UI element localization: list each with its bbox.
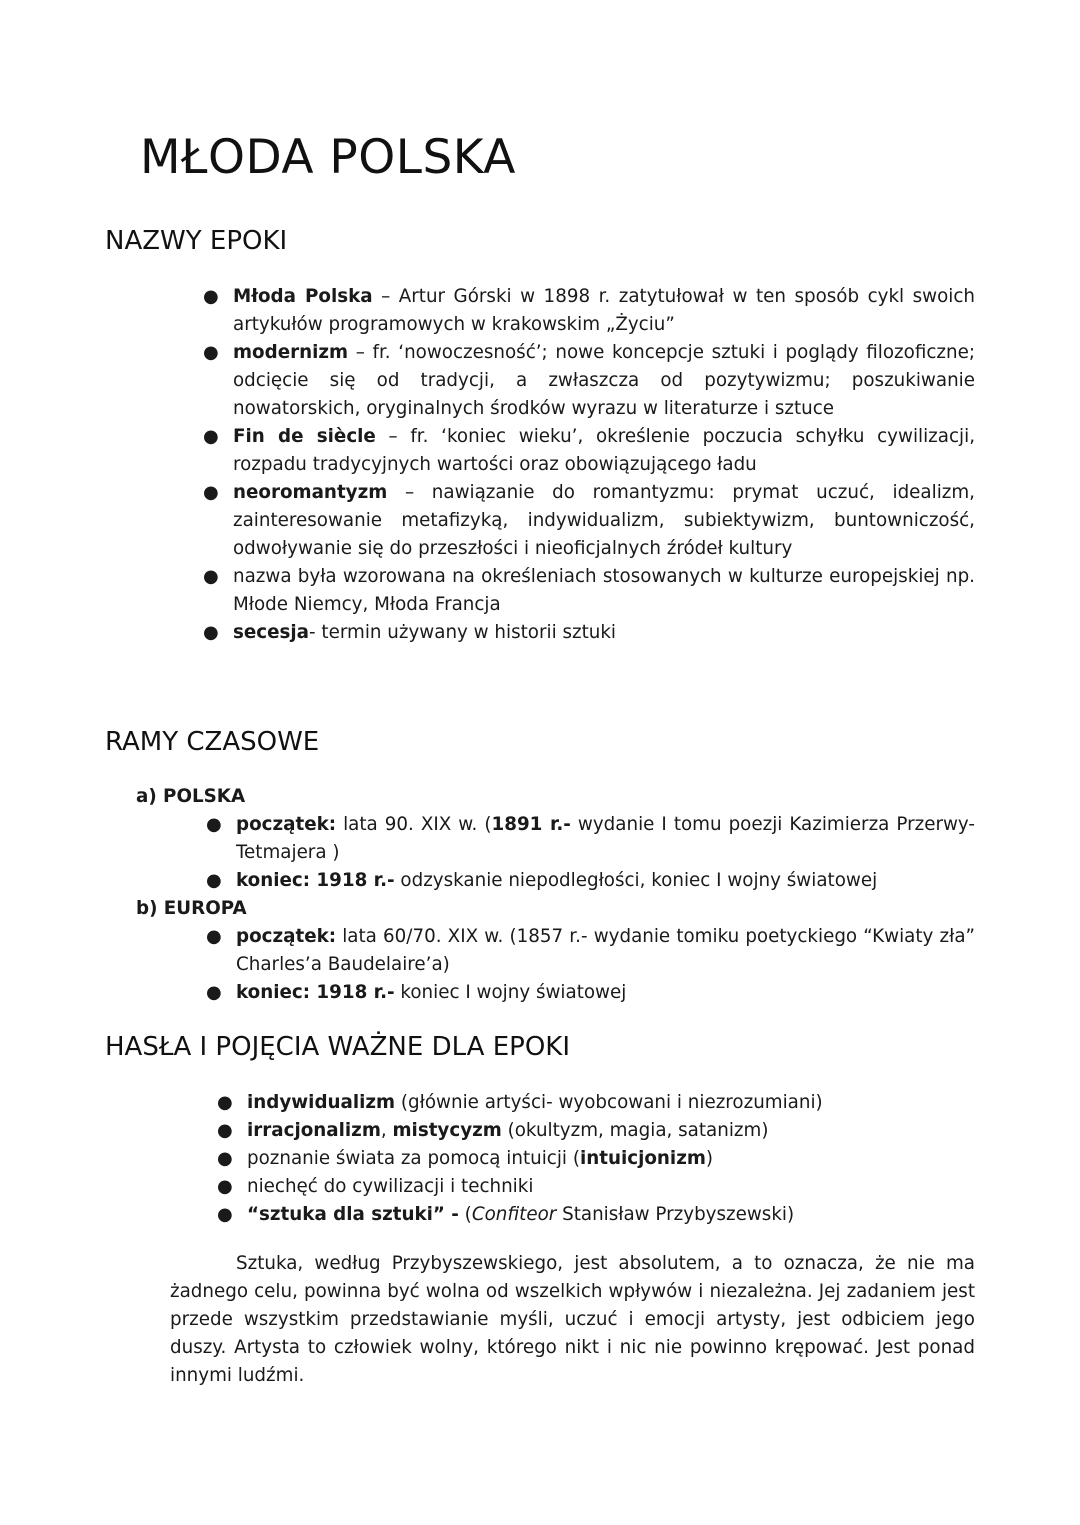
bullet-icon: ●	[206, 926, 222, 947]
bullet-icon: ●	[203, 286, 219, 307]
definition: – Artur Górski w 1898 r. zatytułował w ten sposób cykl swoich artykułów programowych w krakowskim „Życiu”	[233, 286, 975, 335]
bullet-icon: ●	[203, 622, 219, 643]
definition: poznanie świata za pomocą intuicji (	[247, 1148, 580, 1169]
bullet-icon: ●	[217, 1120, 233, 1141]
list-item	[217, 1145, 975, 1173]
list-europa	[206, 923, 975, 1007]
subheading-polska: a) POLSKA	[136, 786, 246, 807]
bullet-icon: ●	[206, 814, 222, 835]
list-item	[206, 867, 975, 895]
bullet-icon: ●	[206, 982, 222, 1003]
definition: (okultyzm, magia, satanizm)	[501, 1120, 769, 1141]
term: intuicjonizm	[579, 1148, 706, 1169]
list-item	[206, 923, 975, 979]
bullet-icon: ●	[203, 426, 219, 447]
list-item	[217, 1117, 975, 1145]
definition: – nawiązanie do romantyzmu: prymat uczuć, idealizm, zainteresowanie metafizyką, indywidualizm, subiektywizm, buntowniczość, odwoływanie się do przeszłości i nieoficjalnych źródeł kultury	[233, 482, 975, 559]
page-title: MŁODA POLSKA	[140, 130, 516, 185]
bullet-icon: ●	[217, 1092, 233, 1113]
definition: )	[705, 1148, 714, 1169]
list-item	[203, 339, 975, 423]
bullet-icon: ●	[203, 566, 219, 587]
term: modernizm	[233, 342, 349, 363]
list-item	[217, 1173, 975, 1201]
bullet-icon: ●	[203, 342, 219, 363]
subheading-europa: b) EUROPA	[136, 898, 247, 919]
definition: nazwa była wzorowana na określeniach stosowanych w kulturze europejskiej np. Młode Niemcy, Młoda Francja	[233, 566, 975, 615]
term: secesja	[233, 622, 309, 643]
definition: - termin używany w historii sztuki	[309, 622, 617, 643]
definition: lata 60/70. XIX w. (1857 r.- wydanie tomiku poetyckiego “Kwiaty zła” Charles’a Baudelaire’a)	[236, 926, 975, 975]
definition: koniec I wojny światowej	[394, 982, 627, 1003]
term: mistycyzm	[392, 1120, 502, 1141]
definition: wydanie I tomu poezji Kazimierza Przerwy- Tetmajera )	[236, 814, 976, 863]
bullet-icon: ●	[203, 482, 219, 503]
definition: niechęć do cywilizacji i techniki	[247, 1176, 534, 1197]
definition: – fr. ‘nowoczesność’; nowe koncepcje sztuki i poglądy filozoficzne; odcięcie się od tradycji, a zwłaszcza od pozytywizmu; poszukiwanie nowatorskich, oryginalnych środków wyrazu w literaturze i sztuce	[233, 342, 975, 419]
list-item	[203, 563, 975, 619]
term: koniec: 1918 r.-	[236, 982, 395, 1003]
list-item	[206, 979, 975, 1007]
separator: ,	[380, 1120, 393, 1141]
list-item	[203, 423, 976, 479]
definition: – fr. ‘koniec wieku’, określenie poczucia schyłku cywilizacji, rozpadu tradycyjnych wartości oraz obowiązującego ładu	[233, 426, 976, 475]
date: 1891 r.-	[491, 814, 571, 835]
definition: (	[458, 1204, 472, 1225]
term: neoromantyzm	[233, 482, 388, 503]
list-item	[203, 619, 975, 647]
definition: (głównie artyści- wyobcowani i niezrozumiani)	[395, 1092, 823, 1113]
heading-nazwy-epoki: NAZWY EPOKI	[105, 226, 288, 256]
term: początek:	[236, 814, 337, 835]
term: początek:	[236, 926, 337, 947]
list-nazwy-epoki	[203, 283, 976, 647]
list-item	[206, 811, 976, 867]
definition: lata 90. XIX w. (	[336, 814, 492, 835]
list-hasla	[217, 1089, 975, 1229]
term: koniec: 1918 r.-	[236, 870, 395, 891]
term: Młoda Polska	[233, 286, 373, 307]
bullet-icon: ●	[206, 870, 222, 891]
list-item	[203, 283, 975, 339]
list-item	[217, 1201, 975, 1229]
work-title: Confiteor	[471, 1204, 557, 1225]
heading-hasla: HASŁA I POJĘCIA WAŻNE DLA EPOKI	[105, 1032, 571, 1062]
body-paragraph: Sztuka, według Przybyszewskiego, jest absolutem, a to oznacza, że nie ma żadnego celu, powinna być wolna od wszelkich wpływów i niezależna. Jej zadaniem jest przede wszystkim przedstawianie myśli, uczuć i emocji artysty, jest odbiciem jego duszy. Artysta to człowiek wolny, którego nikt i nic nie powinno krępować. Jest ponad innymi ludźmi.	[170, 1253, 975, 1386]
bullet-icon: ●	[217, 1176, 233, 1197]
term: indywidualizm	[247, 1092, 396, 1113]
term: irracjonalizm	[247, 1120, 381, 1141]
definition: odzyskanie niepodległości, koniec I wojny światowej	[394, 870, 878, 891]
term: “sztuka dla sztuki” -	[247, 1204, 459, 1225]
list-polska	[206, 811, 976, 895]
list-item	[203, 479, 975, 563]
heading-ramy-czasowe: RAMY CZASOWE	[105, 727, 320, 757]
term: Fin de siècle	[233, 426, 376, 447]
bullet-icon: ●	[217, 1204, 233, 1225]
bullet-icon: ●	[217, 1148, 233, 1169]
definition: Stanisław Przybyszewski)	[556, 1204, 795, 1225]
list-item	[217, 1089, 975, 1117]
